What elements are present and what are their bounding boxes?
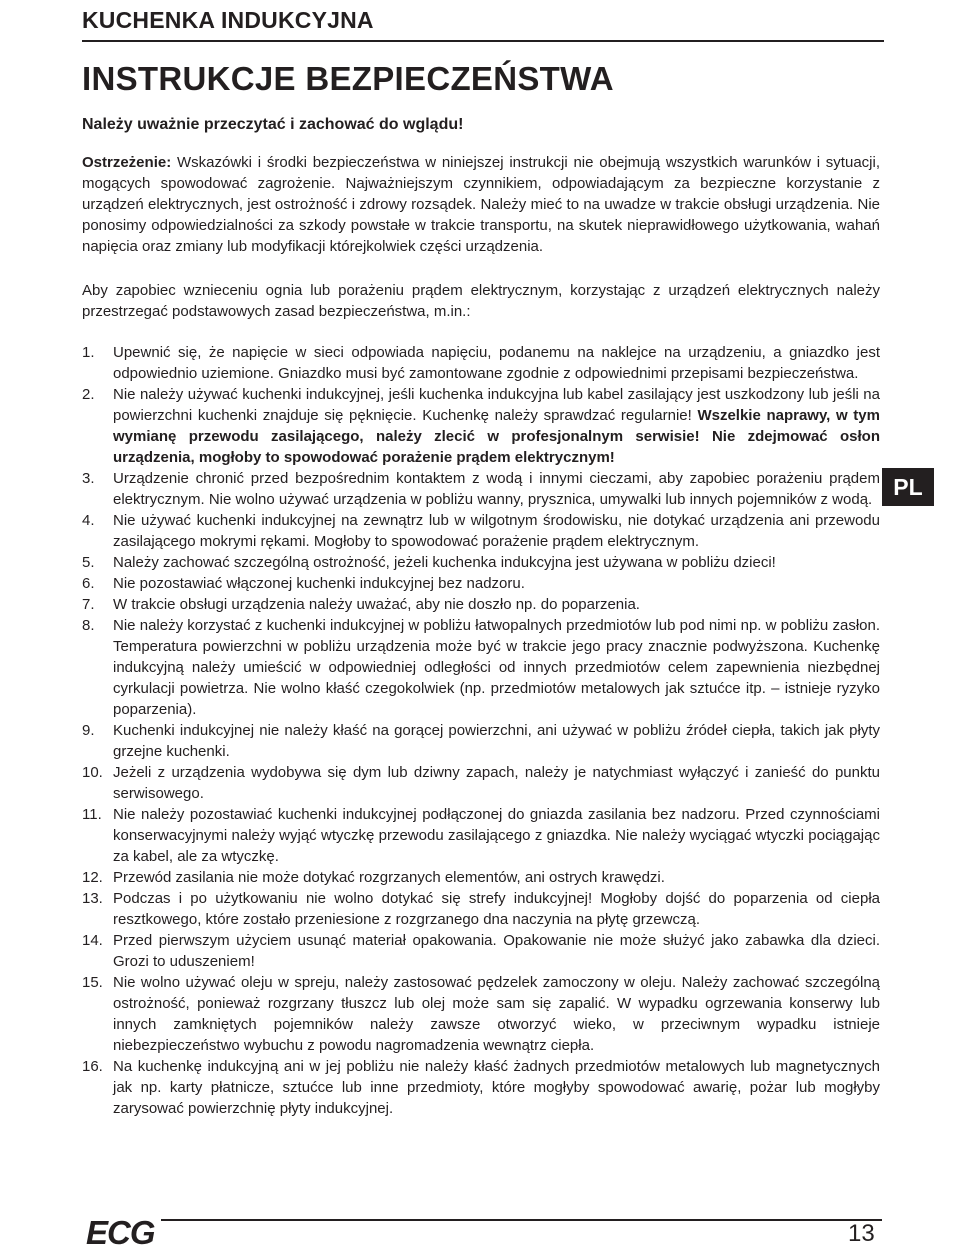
list-item: 14. Przed pierwszym użyciem usunąć materiał opakowania. Opakowanie nie może służyć jako zabawka dla dzieci. Grozi to uduszeniem!: [82, 932, 880, 970]
list-item: 3. Urządzenie chronić przed bezpośrednim kontaktem z wodą i innymi cieczami, aby zapobiec porażeniu prądem elektrycznym. Nie wolno używać urządzenia w pobliżu wanny, prysznica, umywalki lub innych pojemników z wodą.: [82, 470, 880, 508]
list-item: 1. Upewnić się, że napięcie w sieci odpowiada napięciu, podanemu na naklejce na urządzeniu, a gniazdko jest odpowiednio uziemione. Gniazdko musi być zamontowane zgodnie z odpowiednimi przepisami bezpieczeństwa.: [82, 344, 880, 382]
warning-text: Wskazówki i środki bezpieczeństwa w niniejszej instrukcji nie obejmują wszystkich warunków i sytuacji, mogących spowodować zagrożenie. Najważniejszym czynnikiem, odpowiadającym za bezpieczne korzystanie z urządzeń elektrycznych, jest ostrożność i zdrowy rozsądek. Należy mieć to na uwadze w trakcie obsługi urządzenia. Nie ponosimy odpowiedzialności za szkody powstałe w trakcie transportu, na skutek nieprawidłowego użytkowania, wahań napięcia oraz zmiany lub modyfikacji którejkolwiek części urządzenia.: [82, 154, 880, 255]
list-item: 9. Kuchenki indukcyjnej nie należy kłaść na gorącej powierzchni, ani używać w pobliżu źródeł ciepła, takich jak płyty grzejne kuchenki.: [82, 722, 880, 760]
safety-list: [82, 342, 880, 1119]
brand-logo: ECG: [86, 1214, 161, 1252]
warning-paragraph: [82, 152, 880, 257]
list-item: 12. Przewód zasilania nie może dotykać rozgrzanych elementów, ani ostrych krawędzi.: [82, 869, 665, 886]
list-item: 5. Należy zachować szczególną ostrożność, jeżeli kuchenka indukcyjna jest używana w pobliżu dzieci!: [82, 554, 776, 571]
list-item-bold-warning: Wszelkie naprawy, w tym wymianę przewodu zasilającego, należy zlecić w profesjonalnym serwisie! Nie zdejmować osłon urządzenia, mogłoby to spowodować porażenie prądem elektrycznym!: [113, 407, 880, 466]
list-item: 11. Nie należy pozostawiać kuchenki indukcyjnej podłączonej do gniazda zasilania bez nadzoru. Przed czynnościami konserwacyjnymi należy wyjąć wtyczkę przewodu zasilającego z gniazdka. Nie należy wyciągać wtyczki pociągając za kabel, ale za wtyczkę.: [82, 806, 880, 865]
footer-rule: [90, 1219, 882, 1221]
language-tab: PL: [882, 468, 934, 506]
list-item: 16. Na kuchenkę indukcyjną ani w jej pobliżu nie należy kłaść żadnych przedmiotów metalowych lub magnetycznych jak np. karty płatnicze, sztućce lub inne przedmioty, które mogłyby spowodować awarię, pożar lub mogłyby zarysować powierzchnię płyty indukcyjnej.: [82, 1058, 880, 1117]
list-item: 10. Jeżeli z urządzenia wydobywa się dym lub dziwny zapach, należy je natychmiast wyłączyć i zanieść do punktu serwisowego.: [82, 764, 880, 802]
intro-paragraph: Aby zapobiec wznieceniu ognia lub porażeniu prądem elektrycznym, korzystając z urządzeń elektrycznych należy przestrzegać podstawowych zasad bezpieczeństwa, m.in.:: [82, 282, 880, 320]
list-item: 8. Nie należy korzystać z kuchenki indukcyjnej w pobliżu łatwopalnych przedmiotów lub pod nimi np. w pobliżu zasłon. Temperatura powierzchni w pobliżu urządzenia może być w trakcie jego pracy znacznie podwyższona. Kuchenkę indukcyjną należy umieścić w odpowiedniej odległości od innych przedmiotów celem zapewnienia niezbędnej cyrkulacji powietrza. Nie wolno kłaść czegokolwiek (np. przedmiotów metalowych jak sztućce itp. – istnieje ryzyko poparzenia).: [82, 617, 880, 718]
subtitle: Należy uważnie przeczytać i zachować do wglądu!: [82, 116, 464, 133]
list-item: 15. Nie wolno używać oleju w spreju, należy zastosować pędzelek zamoczony w oleju. Należy zachować szczególną ostrożność, ponieważ rozgrzany tłuszcz lub olej może sam się zapalić. W wypadku ogrzewania konserwy lub innych zamkniętych pojemników należy zawsze otworzyć wieko, w przeciwnym wypadku istnieje niebezpieczeństwo wybuchu z powodu nagromadzenia wewnątrz ciepła.: [82, 974, 880, 1054]
page-number: 13: [848, 1220, 875, 1247]
list-item: 13. Podczas i po użytkowaniu nie wolno dotykać się strefy indukcyjnej! Mogłoby dojść do poparzenia od ciepła resztkowego, które zostało przeniesione z rozgrzanego dna naczynia na płytę grzewczą.: [82, 890, 880, 928]
page-title: INSTRUKCJE BEZPIECZEŃSTWA: [82, 60, 614, 97]
list-item: 2. Nie należy używać kuchenki indukcyjnej, jeśli kuchenka indukcyjna lub kabel zasilający jest uszkodzony lub jeśli na powierzchni kuchenki znajduje się pęknięcie. Kuchenkę należy sprawdzać regularnie! Wszelkie naprawy, w tym wymianę przewodu zasilającego, należy zlecić w profesjonalnym serwisie! Nie zdejmować osłon urządzenia, mogłoby to spowodować porażenie prądem elektrycznym!: [82, 386, 880, 466]
list-item: 7. W trakcie obsługi urządzenia należy uważać, aby nie doszło np. do poparzenia.: [82, 596, 640, 613]
warning-label: Ostrzeżenie:: [82, 154, 172, 171]
header-title: KUCHENKA INDUKCYJNA: [82, 7, 374, 33]
list-item: 4. Nie używać kuchenki indukcyjnej na zewnątrz lub w wilgotnym środowisku, nie dotykać urządzenia ani przewodu zasilającego mokrymi rękami. Mogłoby to spowodować porażenie prądem elektrycznym.: [82, 512, 880, 550]
list-item: 6. Nie pozostawiać włączonej kuchenki indukcyjnej bez nadzoru.: [82, 575, 525, 592]
